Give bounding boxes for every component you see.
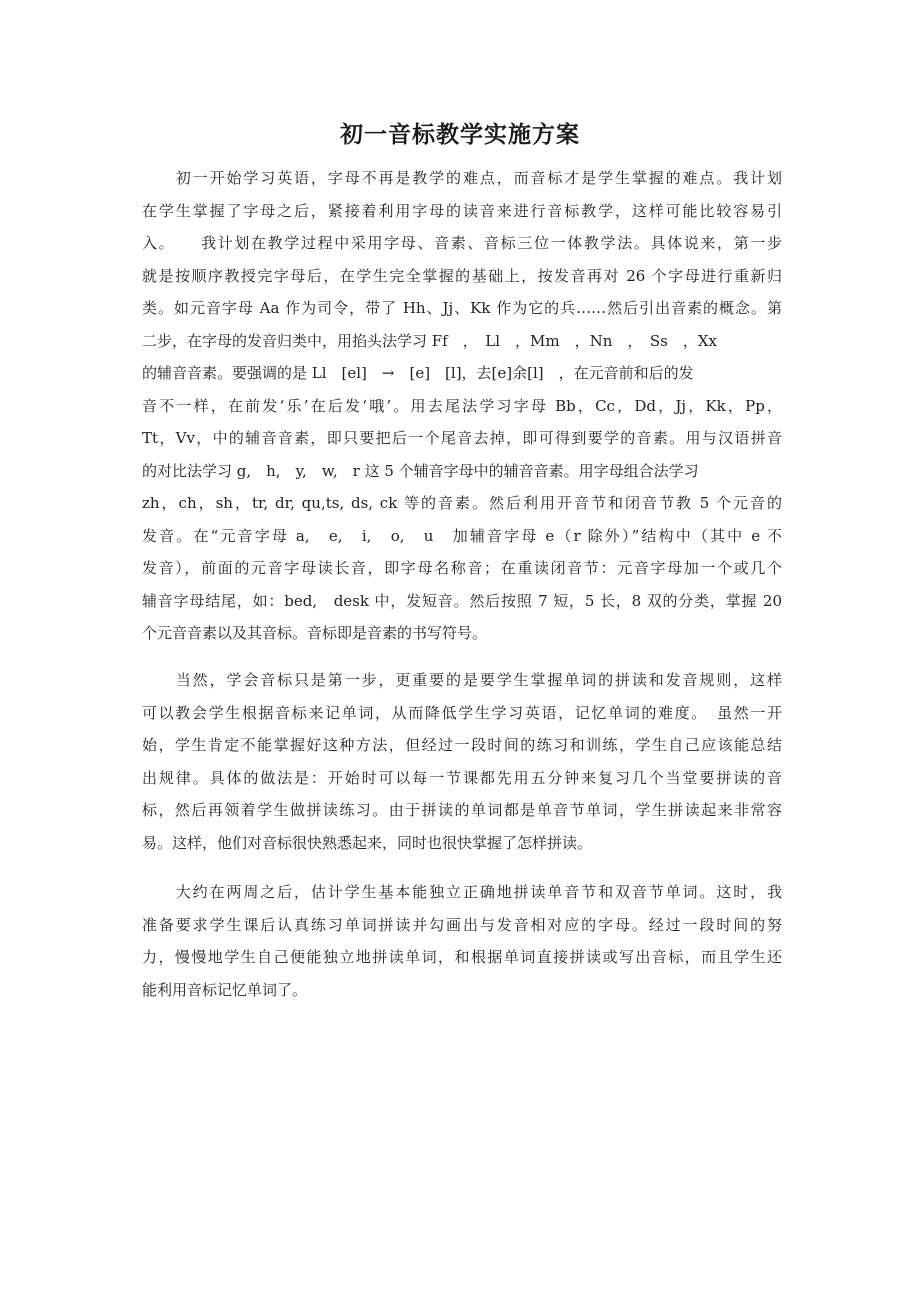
text-line: 辅音字母结尾，如：bed, desk 中，发短音。然后按照 7 短，5 长，8 双的分类，掌握 20 [142, 591, 782, 610]
text-line: 发音），前面的元音字母读长音，即字母名称音；在重读闭音节：元音字母加一个或几个 [142, 559, 782, 577]
text-line: 准备要求学生课后认真练习单词拼读并勾画出与发音相对应的字母。经过一段时间的努 [142, 915, 782, 934]
text-line: 始，学生肯定不能掌握好这种方法，但经过一段时间的练习和训练，学生自己应该能总结 [142, 736, 782, 754]
text-line: 类。如元音字母 Aa 作为司令，带了 Hh、Jj、Kk 作为它的兵……然后引出音素的概念。第 [142, 299, 782, 317]
paragraph-2 [142, 664, 782, 859]
text-line: Tt，Vv，中的辅音音素，即只要把后一个尾音去掉，即可得到要学的音素。用与汉语拼音 [142, 429, 782, 447]
text-line: 大约在两周之后，估计学生基本能独立正确地拼读单音节和双音节单词。这时，我 [142, 883, 782, 901]
paragraph-1 [142, 162, 782, 650]
text-line: 当然，学会音标只是第一步，更重要的是要学生掌握单词的拼读和发音规则，这样 [142, 671, 782, 689]
text-line: 的辅音音素。要强调的是 Ll [el] → [e] [l]，去[e]余[l] ，在元音前和后的发 [142, 364, 694, 382]
text-line: 能利用音标记忆单词了。 [142, 980, 308, 999]
text-line: 易。这样，他们对音标很快熟悉起来，同时也很快掌握了怎样拼读。 [142, 833, 593, 852]
text-line: 在学生掌握了字母之后，紧接着利用字母的读音来进行音标教学，这样可能比较容易引 [142, 201, 782, 220]
text-line: 力，慢慢地学生自己便能独立地拼读单词，和根据单词直接拼读或写出音标，而且学生还 [142, 948, 782, 966]
text-line: 初一开始学习英语，字母不再是教学的难点，而音标才是学生掌握的难点。我计划 [142, 169, 782, 187]
text-line: 发音。在“元音字母 a, e, i, o, u 加辅音字母 e（r 除外）”结构中（其中 e 不 [142, 526, 782, 545]
text-line: 出规律。具体的做法是：开始时可以每一节课都先用五分钟来复习几个当堂要拼读的音 [142, 768, 782, 787]
text-line: 二步，在字母的发音归类中，用掐头法学习 Ff ， Ll ，Mm ，Nn ， Ss ，Xx [142, 331, 717, 350]
text-line: 音不一样，在前发‘乐’在后发‘哦’。用去尾法学习字母 Bb，Cc，Dd，Jj，Kk，Pp， [142, 396, 782, 415]
document-title: 初一音标教学实施方案 [340, 122, 580, 148]
text-line: 入。 我计划在教学过程中采用字母、音素、音标三位一体教学法。具体说来，第一步 [142, 234, 782, 252]
text-line: 可以教会学生根据音标来记单词，从而降低学生学习英语，记忆单词的难度。 虽然一开 [142, 703, 782, 722]
paragraph-3 [142, 876, 782, 1006]
text-line: 就是按顺序教授完字母后，在学生完全掌握的基础上，按发音再对 26 个字母进行重新归 [142, 266, 782, 285]
text-line: 个元音音素以及其音标。音标即是音素的书写符号。 [142, 624, 488, 642]
text-line: 标，然后再领着学生做拼读练习。由于拼读的单词都是单音节单词，学生拼读起来非常容 [142, 801, 782, 819]
text-line: zh，ch，sh，tr, dr, qu,ts, ds, ck 等的音素。然后利用开音节和闭音节教 5 个元音的 [142, 494, 782, 512]
text-line: 的对比法学习 g, h, y, w, r 这 5 个辅音字母中的辅音音素。用字母组合法学习 [142, 461, 699, 480]
